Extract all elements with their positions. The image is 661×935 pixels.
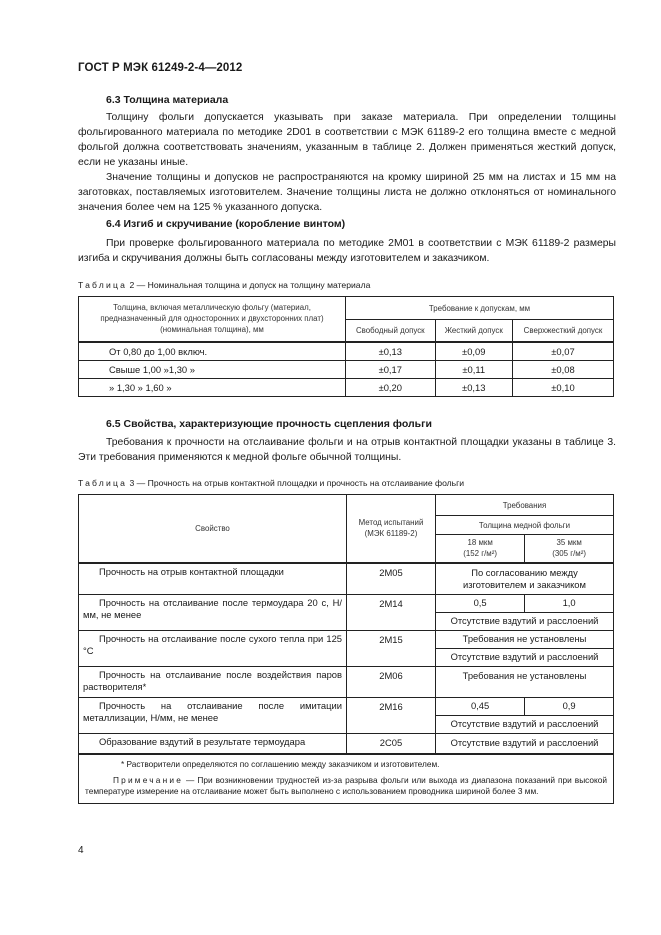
section-6-5-title: 6.5 Свойства, характеризующие прочность сцепления фольги bbox=[106, 418, 432, 430]
table-row bbox=[79, 733, 614, 754]
cell-hard: ±0,13 bbox=[435, 378, 512, 396]
cell-value-18um: 0,5 bbox=[436, 594, 525, 612]
table-header-35um: 35 мкм (305 г/м²) bbox=[525, 535, 614, 563]
cell-free: ±0,17 bbox=[346, 360, 436, 378]
section-6-3-text bbox=[78, 110, 616, 215]
note-text: — При возникновении трудностей из-за разрыва фольги или выхода из диапазона показаний при высокой температуре измерение на отслаивание может быть выполнено с использованием проводника шириной более 3 мм. bbox=[85, 774, 607, 796]
cell-thickness: » 1,30 » 1,60 » bbox=[79, 378, 346, 396]
cell-method: 2M05 bbox=[347, 563, 436, 595]
table-2-caption bbox=[78, 280, 370, 290]
cell-property: Прочность на отслаивание после сухого тепла при 125 °С bbox=[79, 630, 347, 666]
cell-thickness: Свыше 1,00 »1,30 » bbox=[79, 360, 346, 378]
cell-requirement: Отсутствие вздутий и расслоений bbox=[436, 715, 614, 733]
note bbox=[85, 775, 607, 797]
table-header-requirements: Требования bbox=[436, 495, 614, 516]
caption-text: 2 — Номинальная толщина и допуск на толщину материала bbox=[127, 280, 371, 290]
table-footer-row bbox=[79, 754, 614, 804]
cell-free: ±0,20 bbox=[346, 378, 436, 396]
table-footer bbox=[79, 754, 614, 804]
table-row bbox=[79, 360, 614, 378]
document-header: ГОСТ Р МЭК 61249-2-4—2012 bbox=[78, 62, 243, 74]
table-header-free: Свободный допуск bbox=[346, 320, 436, 342]
cell-extra-hard: ±0,07 bbox=[512, 342, 613, 361]
cell-value-35um: 0,9 bbox=[525, 697, 614, 715]
cell-value-35um: 1,0 bbox=[525, 594, 614, 612]
paragraph: Значение толщины и допусков не распространяются на кромку шириной 25 мм на листах и 15 мм на заготовках, поставляемых изготовителем. Значение толщины листа не должно отклоняться от номинального значения более чем на 125 % указанного допуска. bbox=[78, 172, 616, 213]
cell-method: 2M06 bbox=[347, 666, 436, 697]
table-3-caption bbox=[78, 478, 464, 488]
cell-method: 2M16 bbox=[347, 697, 436, 733]
table-3 bbox=[78, 494, 614, 804]
table-header-extra-hard: Сверхжесткий допуск bbox=[512, 320, 613, 342]
section-6-4-text bbox=[78, 236, 616, 266]
cell-requirement: Требования не установлены bbox=[436, 630, 614, 648]
table-header-18um: 18 мкм (152 г/м²) bbox=[436, 535, 525, 563]
table-header-thickness: Толщина, включая металлическую фольгу (материал, предназначенный для односторонних и двухсторонних плат) (номинальная толщина), мм bbox=[79, 297, 346, 342]
cell-hard: ±0,11 bbox=[435, 360, 512, 378]
cell-value-18um: 0,45 bbox=[436, 697, 525, 715]
table-2 bbox=[78, 296, 614, 397]
table-header-hard: Жесткий допуск bbox=[435, 320, 512, 342]
table-row bbox=[79, 563, 614, 595]
cell-requirement: Отсутствие вздутий и расслоений bbox=[436, 612, 614, 630]
table-header-foil-thickness: Толщина медной фольги bbox=[436, 516, 614, 535]
caption-text: 3 — Прочность на отрыв контактной площадки и прочность на отслаивание фольги bbox=[127, 478, 465, 488]
table-header-method: Метод испытаний (МЭК 61189-2) bbox=[347, 495, 436, 563]
cell-requirement: По согласованию между изготовителем и заказчиком bbox=[436, 563, 614, 595]
paragraph: Требования к прочности на отслаивание фольги и на отрыв контактной площадки указаны в таблице 3. Эти требования применяются к медной фольге обычной толщины. bbox=[78, 437, 616, 463]
cell-property: Прочность на отслаивание после термоудара 20 с, Н/мм, не менее bbox=[79, 594, 347, 630]
cell-extra-hard: ±0,10 bbox=[512, 378, 613, 396]
caption-word: Таблица bbox=[78, 280, 128, 290]
section-6-4-title: 6.4 Изгиб и скручивание (коробление винтом) bbox=[106, 218, 346, 230]
cell-requirement: Отсутствие вздутий и расслоений bbox=[436, 648, 614, 666]
table-row bbox=[79, 342, 614, 361]
cell-method: 2C05 bbox=[347, 733, 436, 754]
table-header-tolerance: Требование к допускам, мм bbox=[346, 297, 614, 320]
section-6-5-text bbox=[78, 435, 616, 465]
cell-requirement: Отсутствие вздутий и расслоений bbox=[436, 733, 614, 754]
cell-free: ±0,13 bbox=[346, 342, 436, 361]
cell-property: Прочность на отрыв контактной площадки bbox=[79, 563, 347, 595]
table-row bbox=[79, 630, 614, 648]
table-header-property: Свойство bbox=[79, 495, 347, 563]
table-row bbox=[79, 697, 614, 715]
page-number: 4 bbox=[78, 845, 84, 856]
cell-extra-hard: ±0,08 bbox=[512, 360, 613, 378]
cell-property: Прочность на отслаивание после воздействия паров растворителя* bbox=[79, 666, 347, 697]
cell-method: 2M15 bbox=[347, 630, 436, 666]
footnote: * Растворители определяются по соглашению между заказчиком и изготовителем. bbox=[121, 758, 440, 769]
table-row bbox=[79, 666, 614, 697]
cell-method: 2M14 bbox=[347, 594, 436, 630]
section-6-3-title: 6.3 Толщина материала bbox=[106, 94, 229, 106]
table-row bbox=[79, 378, 614, 396]
cell-property: Прочность на отслаивание после имитации металлизации, Н/мм, не менее bbox=[79, 697, 347, 733]
cell-hard: ±0,09 bbox=[435, 342, 512, 361]
paragraph: При проверке фольгированного материала по методике 2M01 в соответствии с МЭК 61189-2 размеры изгиба и скручивания должны быть согласованы между изготовителем и заказчиком. bbox=[78, 238, 616, 264]
note-word: Примечание bbox=[113, 774, 184, 785]
paragraph: Толщину фольги допускается указывать при заказе материала. При определении толщины фольгированного материала по методике 2D01 в соответствии с МЭК 61189-2 его толщина вместе с медной фольгой должна соответствовать значениям, указанным в таблице 2. Должен применяться жесткий допуск, если не указаны иные. bbox=[78, 112, 616, 168]
cell-requirement: Требования не установлены bbox=[436, 666, 614, 697]
table-row bbox=[79, 594, 614, 612]
caption-word: Таблица bbox=[78, 478, 128, 488]
cell-property: Образование вздутий в результате термоудара bbox=[79, 733, 347, 754]
cell-thickness: От 0,80 до 1,00 включ. bbox=[79, 342, 346, 361]
